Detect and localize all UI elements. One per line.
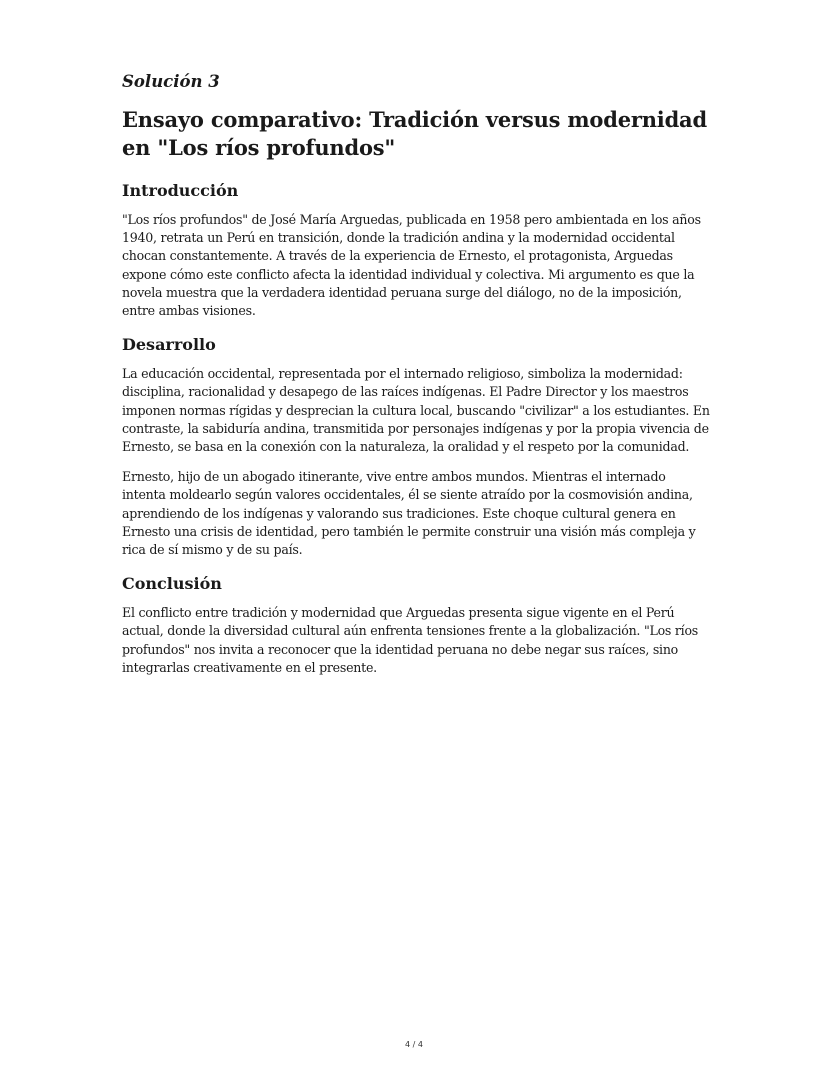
paragraph: Ernesto, hijo de un abogado itinerante, vive entre ambos mundos. Mientras el internado intenta moldearlo según valores occidentales, él se siente atraído por la cosmovisión andina, aprendiendo de los indígenas y valorando sus tradiciones. Este choque cultural genera en Ernesto una crisis de identidad, pero también le permite construir una visión más compleja y rica de sí mismo y de su país. (122, 469, 696, 558)
section-desarrollo (122, 334, 710, 559)
paragraph: "Los ríos profundos" de José María Arguedas, publicada en 1958 pero ambientada en los años 1940, retrata un Perú en transición, donde la tradición andina y la modernidad occidental chocan constantemente. A través de la experiencia de Ernesto, el protagonista, Arguedas expone cómo este conflicto afecta la identidad individual y colectiva. Mi argumento es que la novela muestra que la verdadera identidad peruana surge del diálogo, no de la imposición, entre ambas visiones. (122, 212, 701, 319)
paragraph: El conflicto entre tradición y modernidad que Arguedas presenta sigue vigente en el Perú actual, donde la diversidad cultural aún enfrenta tensiones frente a la globalización. "Los ríos profundos" nos invita a reconocer que la identidad peruana no debe negar sus raíces, sino integrarlas creativamente en el presente. (122, 605, 698, 675)
section-heading: Introducción (122, 181, 239, 200)
document-content (122, 70, 710, 691)
essay-title: Ensayo comparativo: Tradición versus modernidad en "Los ríos profundos" (122, 107, 707, 160)
section-heading: Desarrollo (122, 335, 216, 355)
section-conclusion (122, 573, 710, 677)
section-heading: Conclusión (122, 574, 222, 594)
page-number: 4 / 4 (405, 1040, 423, 1049)
solution-label: Solución 3 (122, 72, 220, 91)
paragraph: La educación occidental, representada por el internado religioso, simboliza la modernidad: disciplina, racionalidad y desapego de las raíces indígenas. El Padre Director y los maestros imponen normas rígidas y desprecian la cultura local, buscando "civilizar" a los estudiantes. En contraste, la sabiduría andina, transmitida por personajes indígenas y por la propia vivencia de Ernesto, se basa en la conexión con la naturaleza, la oralidad y el respeto por la comunidad. (122, 366, 710, 455)
section-introduccion (122, 180, 710, 320)
